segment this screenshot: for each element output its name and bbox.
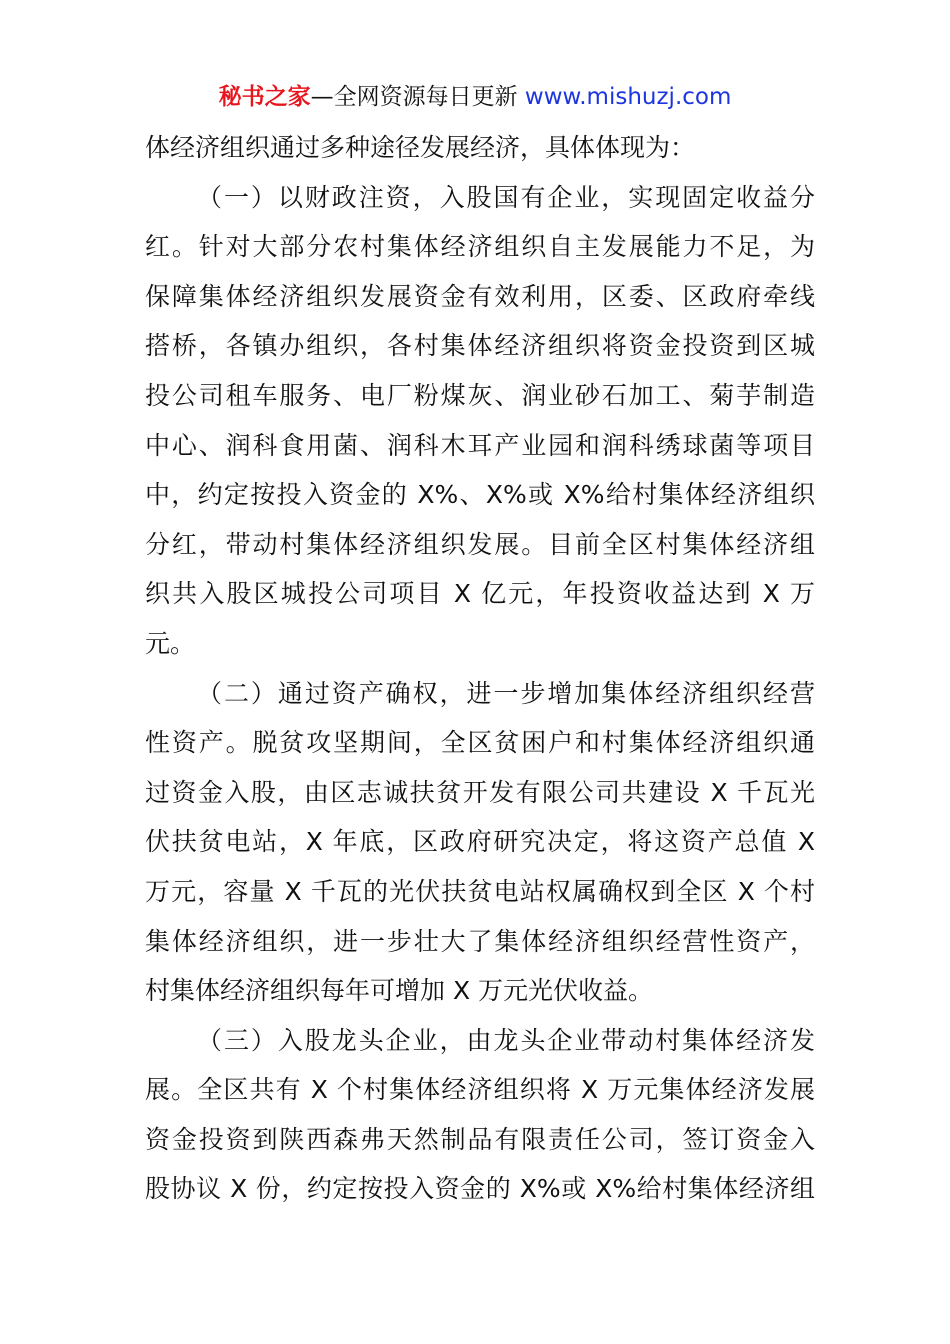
text-line: 织共入股区城投公司项目 X 亿元，年投资收益达到 X 万 <box>145 579 815 609</box>
text-line: 集体经济组织，进一步壮大了集体经济组织经营性资产， <box>145 926 815 956</box>
site-url-link[interactable]: www.mishuzj.com <box>524 84 732 110</box>
text-line: 投公司租车服务、电厂粉煤灰、润业砂石加工、菊芋制造 <box>145 380 815 410</box>
text-line: 中心、润科食用菌、润科木耳产业园和润科绣球菌等项目 <box>145 430 815 460</box>
text-line: 体经济组织通过多种途径发展经济，具体体现为： <box>145 133 696 162</box>
text-line: 股协议 X 份，约定按投入资金的 X%或 X%给村集体经济组 <box>145 1174 815 1204</box>
text-line: 中，约定按投入资金的 X%、X%或 X%给村集体经济组织 <box>145 480 815 510</box>
text-line: 保障集体经济组织发展资金有效利用，区委、区政府牵线 <box>145 281 815 311</box>
text-line: （一）以财政注资，入股国有企业，实现固定收益分 <box>197 182 815 212</box>
page-header <box>0 80 950 114</box>
text-line: 展。全区共有 X 个村集体经济组织将 X 万元集体经济发展 <box>145 1075 815 1105</box>
text-line: 万元，容量 X 千瓦的光伏扶贫电站权属确权到全区 X 个村 <box>145 876 815 906</box>
text-line: 过资金入股，由区志诚扶贫开发有限公司共建设 X 千瓦光 <box>145 777 815 807</box>
site-tagline: —全网资源每日更新 <box>310 84 518 110</box>
document-body <box>145 123 815 1214</box>
text-line: （三）入股龙头企业，由龙头企业带动村集体经济发 <box>197 1025 815 1055</box>
text-line: （二）通过资产确权，进一步增加集体经济组织经营 <box>197 678 815 708</box>
site-brand: 秘书之家 <box>218 84 311 110</box>
text-line: 搭桥，各镇办组织，各村集体经济组织将资金投资到区城 <box>145 331 815 361</box>
text-line: 分红，带动村集体经济组织发展。目前全区村集体经济组 <box>145 529 815 559</box>
text-line: 资金投资到陕西森弗天然制品有限责任公司，签订资金入 <box>145 1124 815 1154</box>
text-line: 元。 <box>145 628 196 658</box>
text-line: 红。针对大部分农村集体经济组织自主发展能力不足，为 <box>145 232 815 262</box>
text-line: 伏扶贫电站，X 年底，区政府研究决定，将这资产总值 X <box>145 827 815 857</box>
text-line: 村集体经济组织每年可增加 X 万元光伏收益。 <box>145 976 654 1006</box>
text-line: 性资产。脱贫攻坚期间，全区贫困户和村集体经济组织通 <box>145 728 815 758</box>
